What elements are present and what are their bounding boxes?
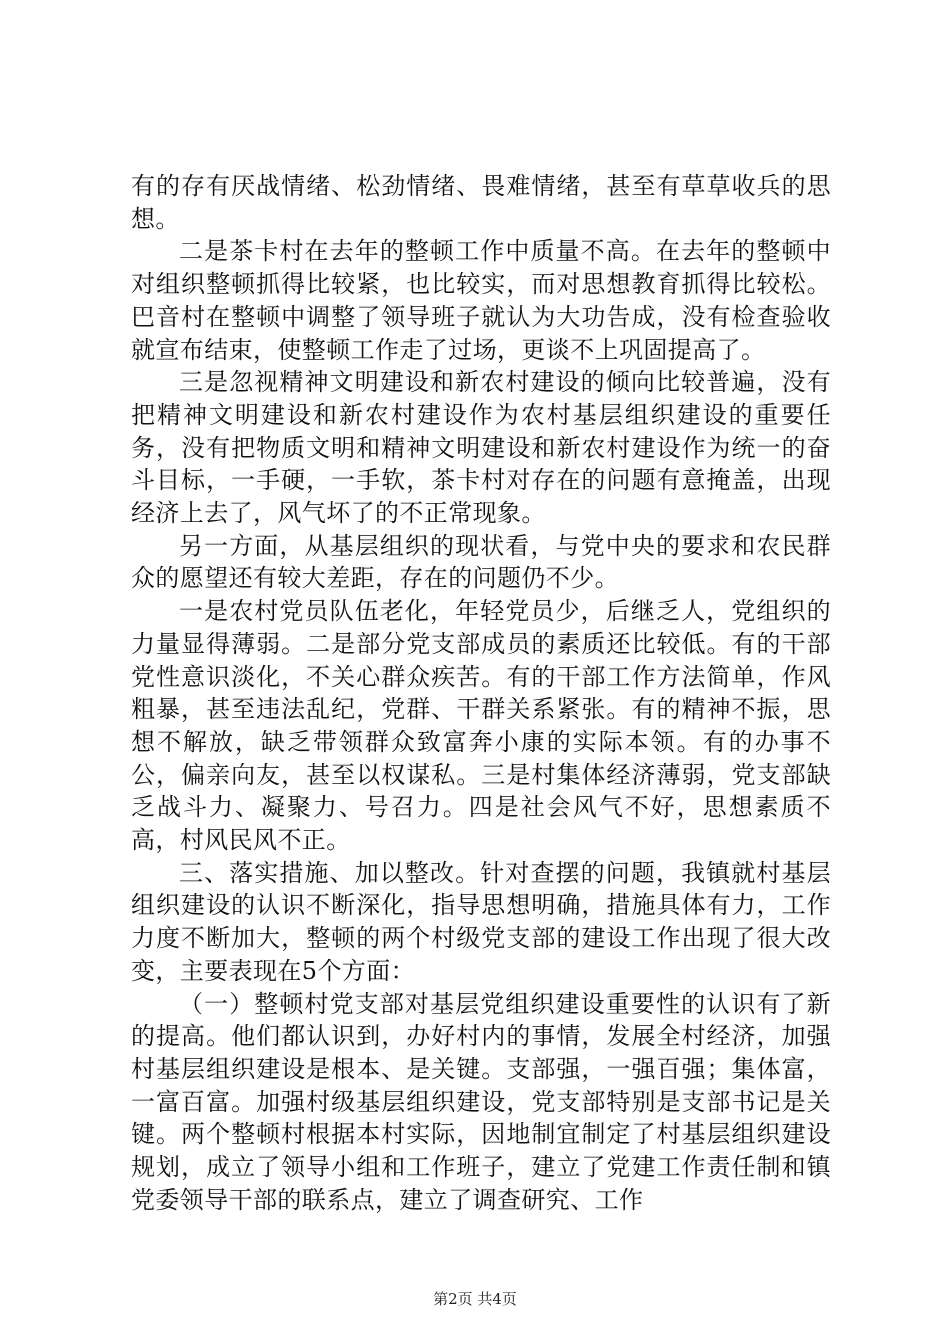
paragraph-spiritual-civilization: 三是忽视精神文明建设和新农村建设的倾向比较普遍，没有把精神文明建设和新农村建设作为农村基层组织建设的重要任务，没有把物质文明和精神文明建设和新农村建设作为统一的奋斗目标，一手硬，一手软，茶卡村对存在的问题有意掩盖，出现经济上去了，风气坏了的不正常现象。 xyxy=(131,368,831,528)
paragraph-problems-list: 一是农村党员队伍老化，年轻党员少，后继乏人，党组织的力量显得薄弱。二是部分党支部成员的素质还比较低。有的干部党性意识淡化，不关心群众疾苦。有的干部工作方法简单，作风粗暴，甚至违法乱纪，党群、干群关系紧张。有的精神不振，思想不解放，缺乏带领群众致富奔小康的实际本领。有的办事不公，偏亲向友，甚至以权谋私。三是村集体经济薄弱，党支部缺乏战斗力、凝聚力、号召力。四是社会风气不好，思想素质不高，村风民风不正。 xyxy=(131,597,831,855)
paragraph-chaka-village: 二是茶卡村在去年的整顿工作中质量不高。在去年的整顿中对组织整顿抓得比较紧，也比较实，而对思想教育抓得比较松。巴音村在整顿中调整了领导班子就认为大功告成，没有检查验收就宣布结束，使整顿工作走了过场，更谈不上巩固提高了。 xyxy=(131,237,831,364)
paragraph-section-three: 三、落实措施、加以整改。针对查摆的问题，我镇就村基层组织建设的认识不断深化，指导思想明确，措施具体有力，工作力度不断加大，整顿的两个村级党支部的建设工作出现了很大改变，主要表现在5个方面： xyxy=(131,858,831,985)
page-footer: 第2页 共4页 xyxy=(433,1290,517,1308)
paragraph-item-one: （一）整顿村党支部对基层党组织建设重要性的认识有了新的提高。他们都认识到，办好村内的事情，发展全村经济，加强村基层组织建设是根本、是关键。支部强，一强百强；集体富，一富百富。加强村级基层组织建设，党支部特别是支部书记是关键。两个整顿村根据本村实际，因地制宜制定了村基层组织建设规划，成立了领导小组和工作班子，建立了党建工作责任制和镇党委领导干部的联系点，建立了调查研究、工作 xyxy=(131,989,831,1214)
paragraph-continuation: 有的存有厌战情绪、松劲情绪、畏难情绪，甚至有草草收兵的思想。 xyxy=(131,172,831,233)
paragraph-other-aspect: 另一方面，从基层组织的现状看，与党中央的要求和农民群众的愿望还有较大差距，存在的问题仍不少。 xyxy=(131,531,831,593)
document-body xyxy=(131,170,831,1217)
